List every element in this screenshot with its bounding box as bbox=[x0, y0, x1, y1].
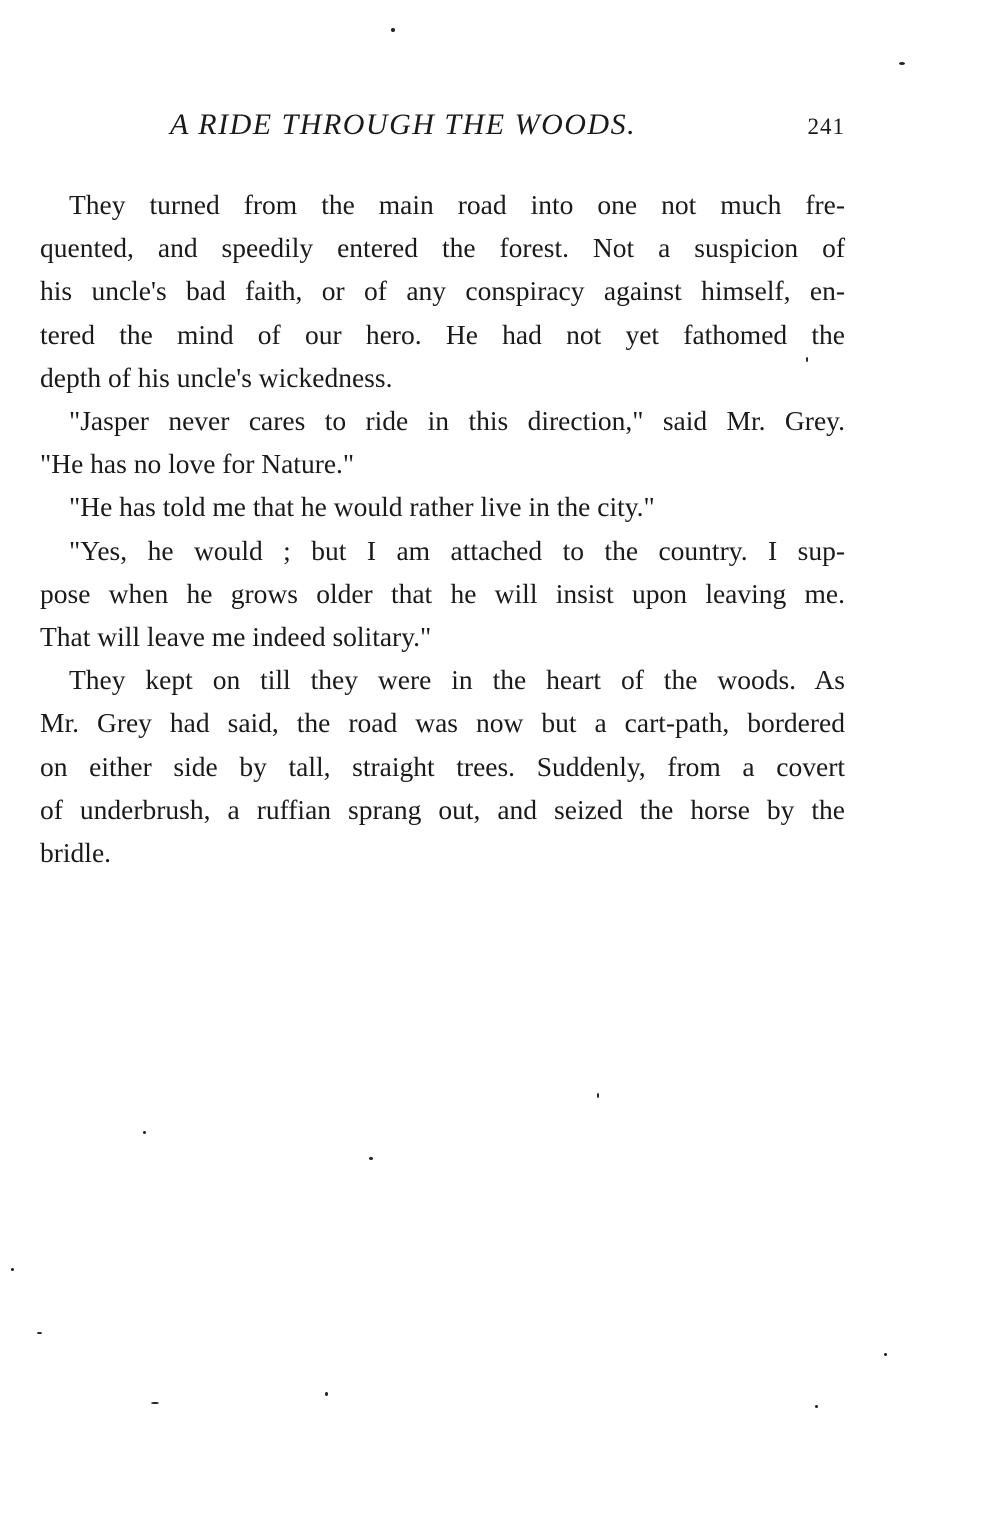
scan-speck bbox=[597, 1093, 599, 1098]
scan-speck bbox=[899, 62, 905, 65]
paragraph-4 bbox=[40, 529, 845, 659]
text-line: They kept on till they were in the heart of the woods. As bbox=[69, 664, 845, 696]
scan-speck bbox=[806, 357, 808, 362]
running-title: A RIDE THROUGH THE WOODS. bbox=[170, 108, 637, 141]
text-line: quented, and speedily entered the forest. Not a suspicion of bbox=[40, 232, 845, 264]
text-line: his uncle's bad faith, or of any conspiracy against himself, en- bbox=[40, 275, 845, 307]
scan-speck bbox=[391, 28, 395, 32]
text-line: That will leave me indeed solitary." bbox=[40, 621, 432, 653]
paragraph-1 bbox=[40, 183, 845, 399]
scan-speck bbox=[884, 1353, 887, 1356]
text-line: pose when he grows older that he will insist upon leaving me. bbox=[40, 577, 845, 609]
text-line: "He has no love for Nature." bbox=[40, 448, 355, 480]
scan-speck bbox=[143, 1131, 146, 1134]
scan-speck bbox=[151, 1402, 159, 1404]
scan-speck bbox=[11, 1268, 14, 1271]
page-number: 241 bbox=[807, 114, 845, 139]
text-line: "He has told me that he would rather live in the city." bbox=[69, 491, 655, 523]
text-line: bridle. bbox=[40, 837, 112, 869]
scan-speck bbox=[815, 1405, 818, 1408]
scan-speck bbox=[369, 1157, 373, 1160]
body-text bbox=[40, 183, 845, 874]
text-line: "Yes, he would ; but I am attached to the country. I sup- bbox=[69, 534, 845, 566]
text-line: "Jasper never cares to ride in this direction," said Mr. Grey. bbox=[69, 405, 845, 437]
text-line: tered the mind of our hero. He had not yet fathomed the bbox=[40, 318, 845, 350]
paragraph-5 bbox=[40, 658, 845, 874]
text-line: They turned from the main road into one not much fre- bbox=[69, 189, 845, 220]
text-line: depth of his uncle's wickedness. bbox=[40, 361, 393, 393]
paragraph-2 bbox=[40, 399, 845, 485]
running-head bbox=[40, 108, 845, 148]
text-line: Mr. Grey had said, the road was now but a cart-path, bordered bbox=[40, 707, 845, 739]
text-line: of underbrush, a ruffian sprang out, and seized the horse by the bbox=[40, 793, 845, 825]
scan-speck bbox=[325, 1392, 328, 1396]
paragraph-3 bbox=[40, 485, 845, 528]
scan-speck bbox=[37, 1332, 42, 1334]
text-line: on either side by tall, straight trees. Suddenly, from a covert bbox=[40, 750, 845, 782]
